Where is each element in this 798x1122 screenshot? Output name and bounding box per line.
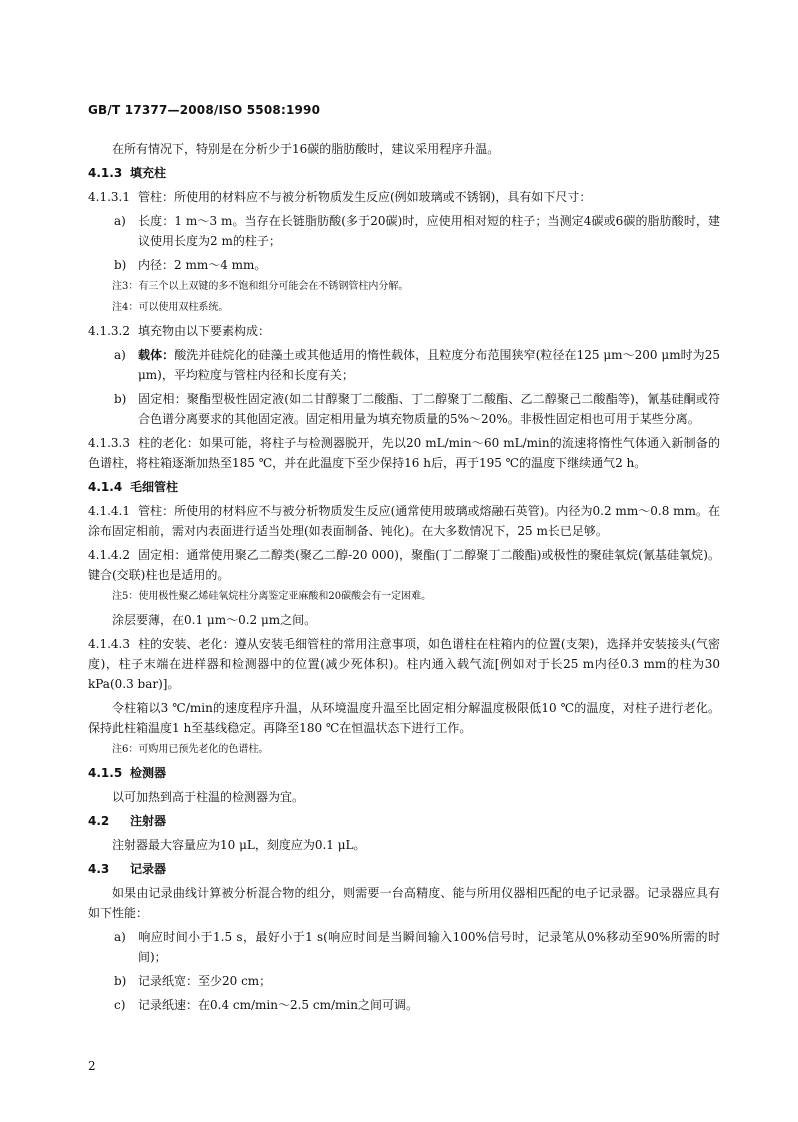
paragraph	[88, 787, 720, 807]
list-item	[88, 255, 720, 275]
clause-text: 管柱：所使用的材料应不与被分析物质发生反应(通常使用玻璃或熔融石英管)。内径为0.2 mm～0.8 mm。在涂布固定相前，需对内表面进行适当处理(如表面制备、钝化)。在大多数情况下，25 m长已足够。	[88, 504, 720, 538]
section-title: 检测器	[130, 766, 167, 780]
list-marker: a)	[114, 930, 126, 944]
list-item	[88, 995, 720, 1015]
section-heading	[88, 763, 720, 783]
list-item-text: 记录纸宽：至少20 cm；	[138, 974, 272, 988]
list-marker: b)	[114, 258, 127, 272]
paragraph	[88, 610, 720, 630]
section-number: 4.3	[88, 862, 110, 876]
standard-header: GB/T 17377—2008/ISO 5508:1990	[88, 103, 321, 117]
list-item	[88, 971, 720, 991]
section-title: 注射器	[130, 814, 167, 828]
paragraph-text: 在所有情况下，特别是在分析少于16碳的脂肪酸时，建议采用程序升温。	[112, 142, 500, 156]
note	[88, 300, 720, 316]
paragraph	[88, 698, 720, 738]
clause-text: 柱的老化：如果可能，将柱子与检测器脱开，先以20 mL/min～60 mL/min的流速将惰性气体通入新制备的色谱柱，将柱箱逐渐加热至185 ℃，并在此温度下至少保持16 h后，再于195 ℃的温度下继续通气2 h。	[88, 436, 720, 470]
section-number: 4.1.4	[88, 480, 123, 494]
note-text: 注6：可购用已预先老化的色谱柱。	[112, 744, 269, 755]
section-number: 4.1.3	[88, 166, 123, 180]
document-body	[88, 139, 720, 1019]
list-item-text: 长度：1 m～3 m。当存在长链脂肪酸(多于20碳)时，应使用相对短的柱子；当测定4碳或6碳的脂肪酸时，建议使用长度为2 m的柱子；	[138, 214, 720, 248]
section-title: 填充柱	[130, 166, 167, 180]
section-number: 4.1.5	[88, 766, 123, 780]
clause	[88, 321, 720, 341]
section-title: 毛细管柱	[130, 480, 179, 494]
list-marker: c)	[114, 998, 126, 1012]
list-item	[88, 211, 720, 251]
note-text: 注3：有三个以上双键的多不饱和组分可能会在不锈钢管柱内分解。	[112, 281, 409, 292]
note	[88, 279, 720, 295]
list-item	[88, 927, 720, 967]
clause-number: 4.1.3.2	[88, 324, 130, 338]
list-item-text: 记录纸速：在0.4 cm/min～2.5 cm/min之间可调。	[138, 998, 418, 1012]
page-number: 2	[88, 1059, 96, 1073]
section-heading	[88, 477, 720, 497]
paragraph-text: 涂层要薄，在0.1 μm～0.2 μm之间。	[112, 613, 317, 627]
clause-number: 4.1.3.3	[88, 436, 130, 450]
section-number: 4.2	[88, 814, 110, 828]
clause-text: 填充物由以下要素构成：	[138, 324, 271, 338]
clause	[88, 187, 720, 207]
clause-number: 4.1.4.2	[88, 548, 130, 562]
note	[88, 589, 720, 605]
paragraph-text: 注射器最大容量应为10 μL，刻度应为0.1 μL。	[112, 838, 366, 852]
clause	[88, 501, 720, 541]
paragraph	[88, 883, 720, 923]
section-heading	[88, 163, 720, 183]
list-item-text: 响应时间小于1.5 s，最好小于1 s(响应时间是当瞬间输入100%信号时，记录笔从0%移动至90%所需的时间)；	[138, 930, 720, 964]
paragraph-text: 如果由记录曲线计算被分析混合物的组分，则需要一台高精度、能与所用仪器相匹配的电子记录器。记录器应具有如下性能：	[88, 886, 720, 920]
paragraph-text: 令柱箱以3 ℃/min的速度程序升温，从环境温度升温至比固定相分解温度极限低10 ℃的温度，对柱子进行老化。保持此柱箱温度1 h至基线稳定。再降至180 ℃在恒温状态下进行工作。	[88, 701, 720, 735]
clause-number: 4.1.4.3	[88, 637, 130, 651]
note-text: 注5：使用极性聚乙烯硅氧烷柱分离鉴定亚麻酸和20碳酸会有一定困难。	[112, 591, 432, 602]
clause	[88, 634, 720, 694]
list-marker: b)	[114, 392, 127, 406]
section-heading	[88, 859, 720, 879]
list-marker: b)	[114, 974, 127, 988]
list-item-text: 酸洗并硅烷化的硅藻土或其他适用的惰性载体，且粒度分布范围狭窄(粒径在125 μm～200 μm时为25 μm)，平均粒度与管柱内径和长度有关；	[138, 348, 720, 382]
list-item-text: 固定相：聚酯型极性固定液(如二甘醇聚丁二酸酯、丁二醇聚丁二酸酯、乙二醇聚己二酸酯等)，氰基硅酮或符合色谱分离要求的其他固定液。固定相用量为填充物质量的5%～20%。非极性固定相也可用于某些分离。	[138, 392, 720, 426]
clause-text: 管柱：所使用的材料应不与被分析物质发生反应(例如玻璃或不锈钢)，具有如下尺寸：	[138, 190, 592, 204]
clause-text: 固定相：通常使用聚乙二醇类(聚乙二醇-20 000)，聚酯(丁二醇聚丁二酸酯)或极性的聚硅氧烷(氰基硅氧烷)。键合(交联)柱也是适用的。	[88, 548, 720, 582]
paragraph	[88, 139, 720, 159]
list-marker: a)	[114, 348, 126, 362]
clause	[88, 545, 720, 585]
paragraph	[88, 835, 720, 855]
clause-number: 4.1.3.1	[88, 190, 130, 204]
clause-number: 4.1.4.1	[88, 504, 130, 518]
clause-text: 柱的安装、老化：遵从安装毛细管柱的常用注意事项，如色谱柱在柱箱内的位置(支架)，选择并安装接头(气密度)，柱子末端在进样器和检测器中的位置(减少死体积)。柱内通入载气流[例如对于长25 m内径0.3 mm的柱为30 kPa(0.3 bar)]。	[88, 637, 720, 691]
paragraph-text: 以可加热到高于柱温的检测器为宜。	[112, 790, 305, 804]
note-text: 注4：可以使用双柱系统。	[112, 302, 229, 313]
clause	[88, 433, 720, 473]
section-heading	[88, 811, 720, 831]
list-item-label: 载体：	[138, 348, 175, 362]
list-marker: a)	[114, 214, 126, 228]
list-item	[88, 389, 720, 429]
list-item	[88, 345, 720, 385]
note	[88, 742, 720, 758]
list-item-text: 内径：2 mm～4 mm。	[138, 258, 267, 272]
section-title: 记录器	[130, 862, 167, 876]
